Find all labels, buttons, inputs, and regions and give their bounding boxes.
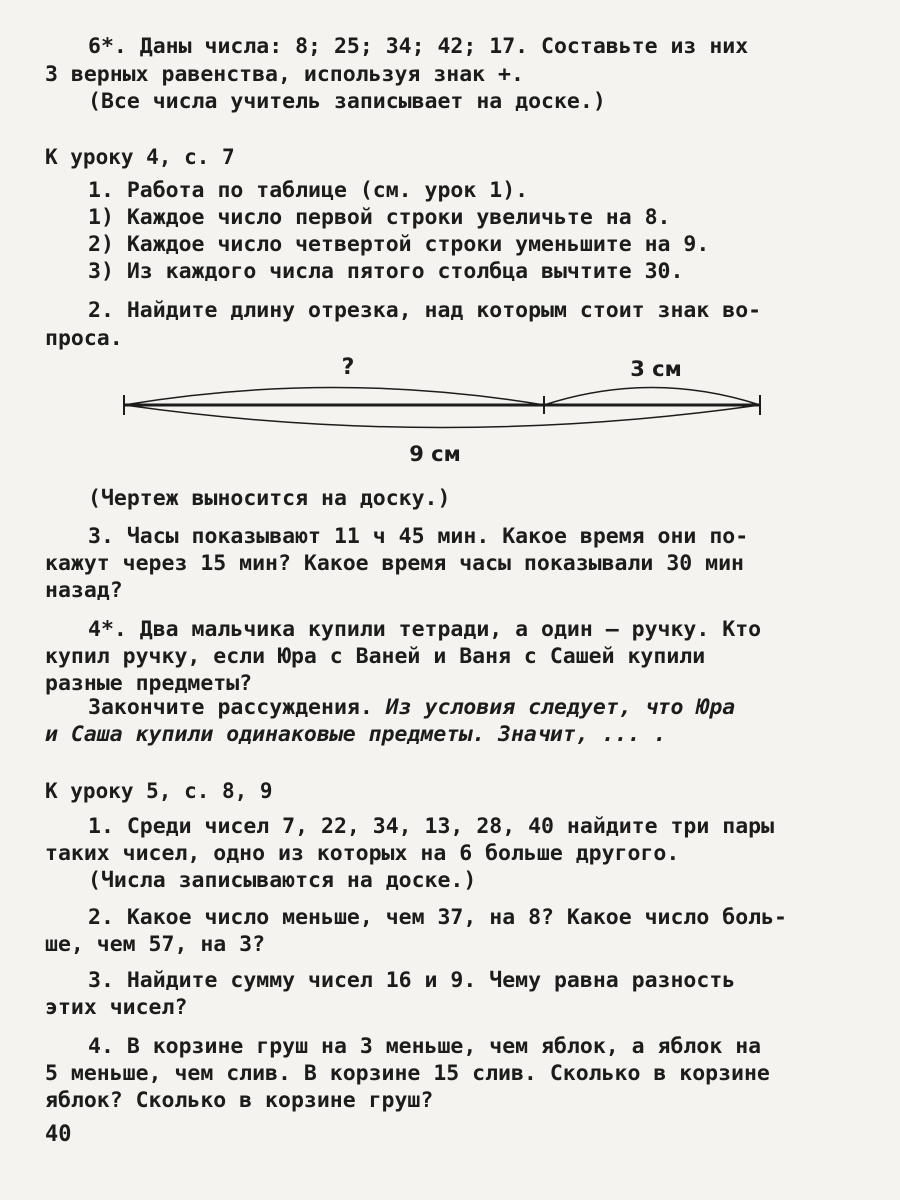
whole-arc — [124, 405, 760, 428]
lesson5-task4-line3: яблок? Сколько в корзине груш? — [45, 1088, 434, 1113]
lesson5-task1-line1: 1. Среди чисел 7, 22, 34, 13, 28, 40 найдите три пары — [88, 814, 775, 839]
lesson4-task4-line3: разные предметы? — [45, 671, 253, 696]
reasoning-instruction: Закончите рассуждения. — [88, 695, 386, 720]
lesson4-task1-sub1: 1) Каждое число первой строки увеличьте на 8. — [88, 205, 671, 230]
lesson5-task3-line2: этих чисел? — [45, 995, 188, 1020]
lesson4-task4-line5: и Саша купили одинаковые предметы. Значит, ... . — [45, 722, 667, 747]
lesson5-task2-line2: ше, чем 57, на 3? — [45, 932, 266, 957]
part-length-label: 3 см — [630, 357, 682, 381]
known-part-arc — [544, 388, 760, 406]
total-length-label: 9 см — [409, 442, 461, 466]
lesson4-task3-line3: назад? — [45, 578, 123, 603]
lesson4-task2-line2: проса. — [45, 326, 123, 351]
task6-line3: (Все числа учитель записывает на доске.) — [88, 89, 606, 114]
lesson5-task1-line2: таких чисел, одно из которых на 6 больше другого. — [45, 841, 680, 866]
lesson4-task1-sub2: 2) Каждое число четвертой строки уменьшите на 9. — [88, 232, 710, 257]
lesson4-heading: К уроку 4, с. 7 — [45, 145, 235, 169]
lesson4-task4-line1: 4*. Два мальчика купили тетради, а один — ручку. Кто — [88, 617, 762, 642]
lesson4-task3-line2: кажут через 15 мин? Какое время часы показывали 30 мин — [45, 551, 744, 576]
segment-diagram — [110, 350, 790, 474]
lesson4-task2-line1: 2. Найдите длину отрезка, над которым стоит знак во- — [88, 298, 762, 323]
reasoning-start: Из условия следует, что Юра — [385, 695, 736, 720]
page-number: 40 — [45, 1122, 72, 1147]
lesson4-task4-line2: купил ручку, если Юра с Ваней и Ваня с Сашей купили — [45, 644, 706, 669]
lesson5-task1-line3: (Числа записываются на доске.) — [88, 868, 477, 893]
lesson5-task2-line1: 2. Какое число меньше, чем 37, на 8? Какое число боль- — [88, 905, 787, 930]
lesson4-task1: 1. Работа по таблице (см. урок 1). — [88, 178, 529, 203]
lesson5-task4-line2: 5 меньше, чем слив. В корзине 15 слив. Сколько в корзине — [45, 1061, 770, 1086]
lesson5-task3-line1: 3. Найдите сумму чисел 16 и 9. Чему равна разность — [88, 968, 736, 993]
unknown-part-arc — [124, 388, 544, 406]
lesson5-heading: К уроку 5, с. 8, 9 — [45, 779, 273, 803]
lesson5-task4-line1: 4. В корзине груш на 3 меньше, чем яблок, а яблок на — [88, 1034, 762, 1059]
lesson4-task1-sub3: 3) Из каждого числа пятого столбца вычтите 30. — [88, 259, 684, 284]
question-label: ? — [341, 355, 355, 380]
task6-line2: 3 верных равенства, используя знак +. — [45, 62, 524, 87]
lesson4-task4-line4 — [88, 693, 735, 723]
task6-line1: 6*. Даны числа: 8; 25; 34; 42; 17. Составьте из них — [88, 34, 749, 59]
lesson4-task3-line1: 3. Часы показывают 11 ч 45 мин. Какое время они по- — [88, 524, 749, 549]
diagram-note: (Чертеж выносится на доску.) — [88, 486, 451, 511]
